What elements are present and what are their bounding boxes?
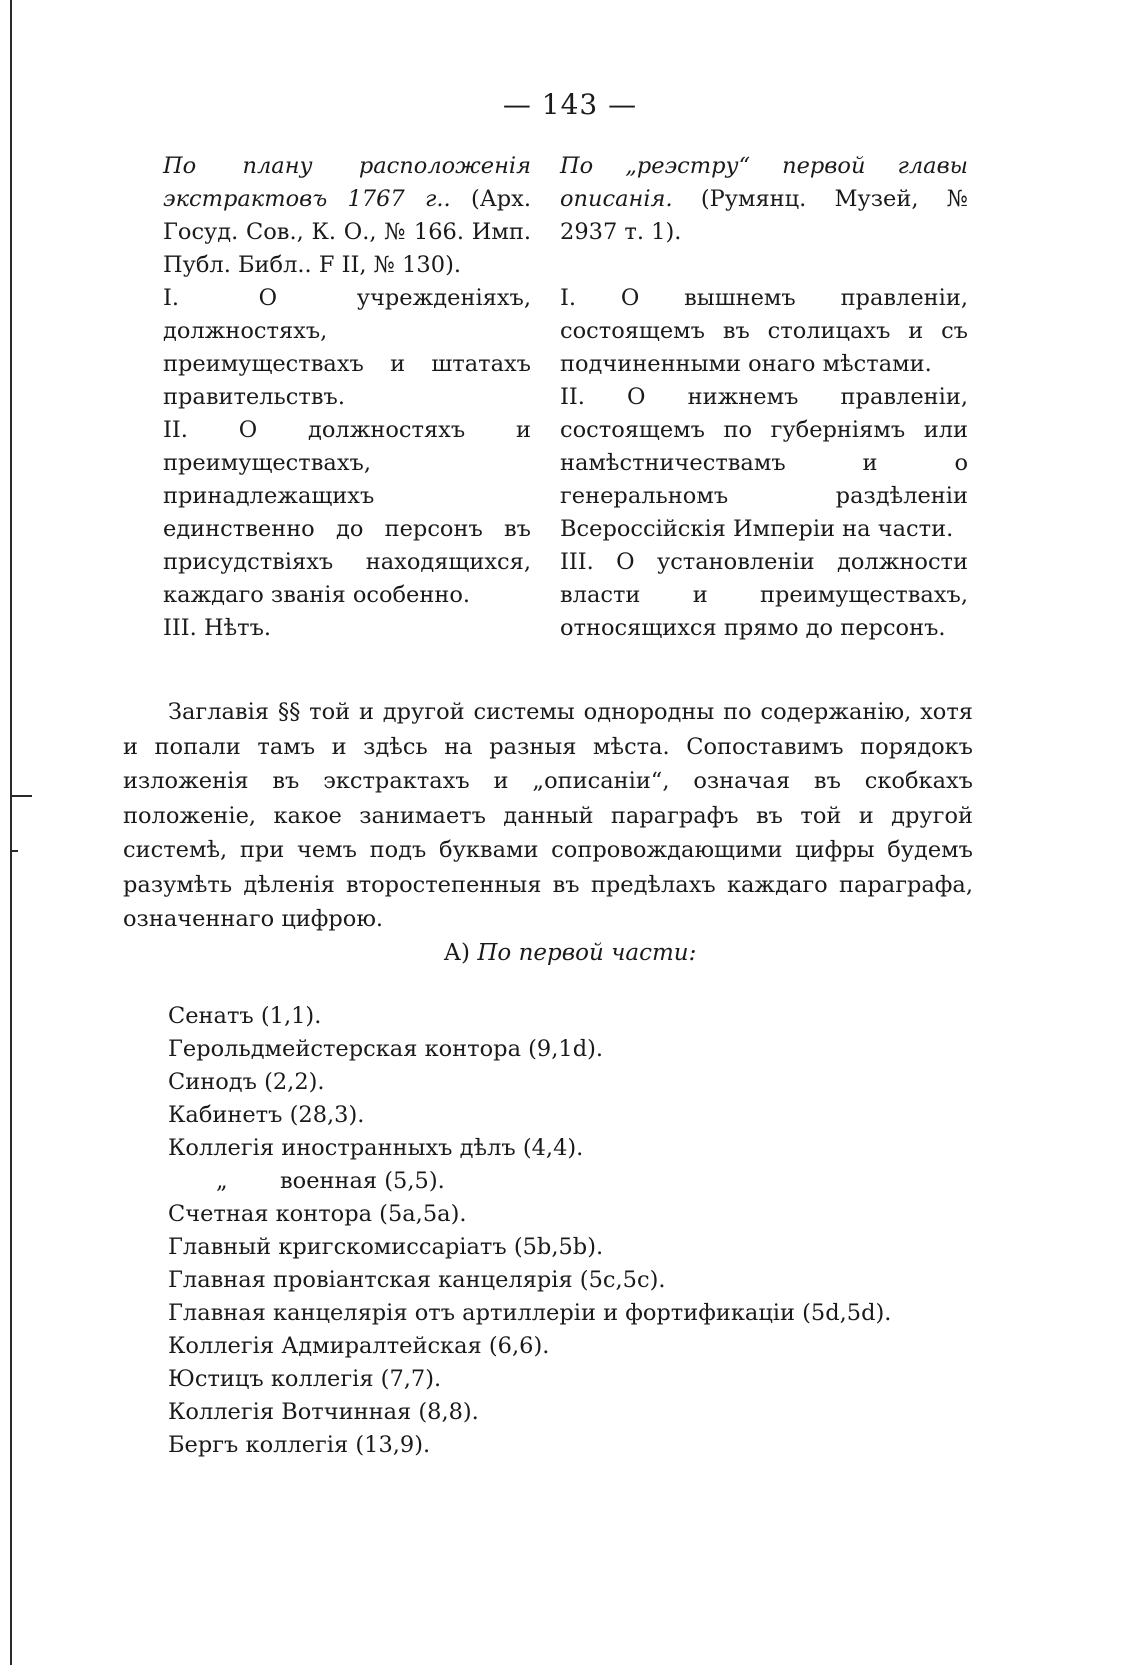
- list-item: Главная провіантская канцелярія (5c,5c).: [168, 1267, 666, 1293]
- left-column: [163, 150, 531, 645]
- left-column-item: III. Нѣтъ.: [163, 615, 272, 641]
- right-column-source: [560, 150, 968, 249]
- right-column: [560, 150, 968, 645]
- page-edge-line: [10, 0, 12, 1665]
- right-column-source-details: (Румянц. Музей, № 2937 т. 1).: [560, 186, 968, 245]
- list-item: Кабинетъ (28,3).: [168, 1102, 365, 1128]
- list-item: Счетная контора (5a,5a).: [168, 1201, 467, 1227]
- list-item: Бергъ коллегія (13,9).: [168, 1432, 431, 1458]
- list-item-text: военная (5,5).: [280, 1168, 445, 1194]
- list-item: Синодъ (2,2).: [168, 1069, 325, 1095]
- list-item: Коллегія Вотчинная (8,8).: [168, 1399, 479, 1425]
- right-column-item: III. О установленіи должности власти и преимуществахъ, относящихся прямо до персонъ.: [560, 549, 968, 641]
- left-column-item: II. О должностяхъ и преимуществахъ, принадлежащихъ единственно до персонъ въ присудствіяхъ находящихся, каждаго званія особенно.: [163, 417, 531, 608]
- left-column-item: I. О учрежденіяхъ, должностяхъ, преимуществахъ и штатахъ правительствъ.: [163, 285, 531, 410]
- list-item: Главный кригскомиссаріатъ (5b,5b).: [168, 1234, 604, 1260]
- page-number: — 143 —: [502, 88, 638, 121]
- list-item: Главная канцелярія отъ артиллеріи и фортификаціи (5d,5d).: [168, 1300, 892, 1326]
- list-item: Сенатъ (1,1).: [168, 1003, 322, 1029]
- left-column-source-details: (Арх. Госуд. Сов., К. О., № 166. Имп. Публ. Библ.. F II, № 130).: [163, 186, 531, 278]
- right-column-item: II. О нижнемъ правленіи, состоящемъ по губерніямъ или намѣстничествамъ и о генеральномъ раздѣленіи Всероссійскія Имперіи на части.: [560, 384, 968, 542]
- section-heading: [0, 940, 1140, 966]
- ditto-mark: „: [216, 1168, 228, 1194]
- spacer: [560, 249, 968, 282]
- left-column-source: [163, 150, 531, 282]
- list-item: Коллегія иностранныхъ дѣлъ (4,4).: [168, 1135, 584, 1161]
- left-column-source-title: По плану расположенія экстрактовъ 1767 г..: [163, 153, 531, 212]
- list-item: Герольдмейстерская контора (9,1d).: [168, 1036, 604, 1062]
- list-item: Коллегія Адмиралтейская (6,6).: [168, 1333, 550, 1359]
- right-column-source-title: По „реэстру“ первой главы описанія.: [560, 153, 968, 212]
- list-item: Юстицъ коллегія (7,7).: [168, 1366, 442, 1392]
- page-edge-mark: [10, 850, 18, 852]
- right-column-item: I. О вышнемъ правленіи, состоящемъ въ столицахъ и съ подчиненными онаго мѣстами.: [560, 285, 968, 377]
- section-label: А): [443, 940, 471, 966]
- section-title: По первой части:: [477, 940, 697, 966]
- institution-list: [168, 1000, 891, 1462]
- body-paragraph: Заглавія §§ той и другой системы однородны по содержанію, хотя и попали тамъ и здѣсь на разныя мѣста. Сопоставимъ порядокъ изложенія въ экстрактахъ и „описаніи“, означая въ скобкахъ положеніе, какое занимаетъ данный параграфъ въ той и другой системѣ, при чемъ подъ буквами сопровождающими цифры будемъ разумѣть дѣленія второстепенныя въ предѣлахъ каждаго параграфа, означеннаго цифрою.: [123, 699, 973, 932]
- page-edge-mark: [10, 795, 32, 797]
- list-item: [168, 1165, 891, 1198]
